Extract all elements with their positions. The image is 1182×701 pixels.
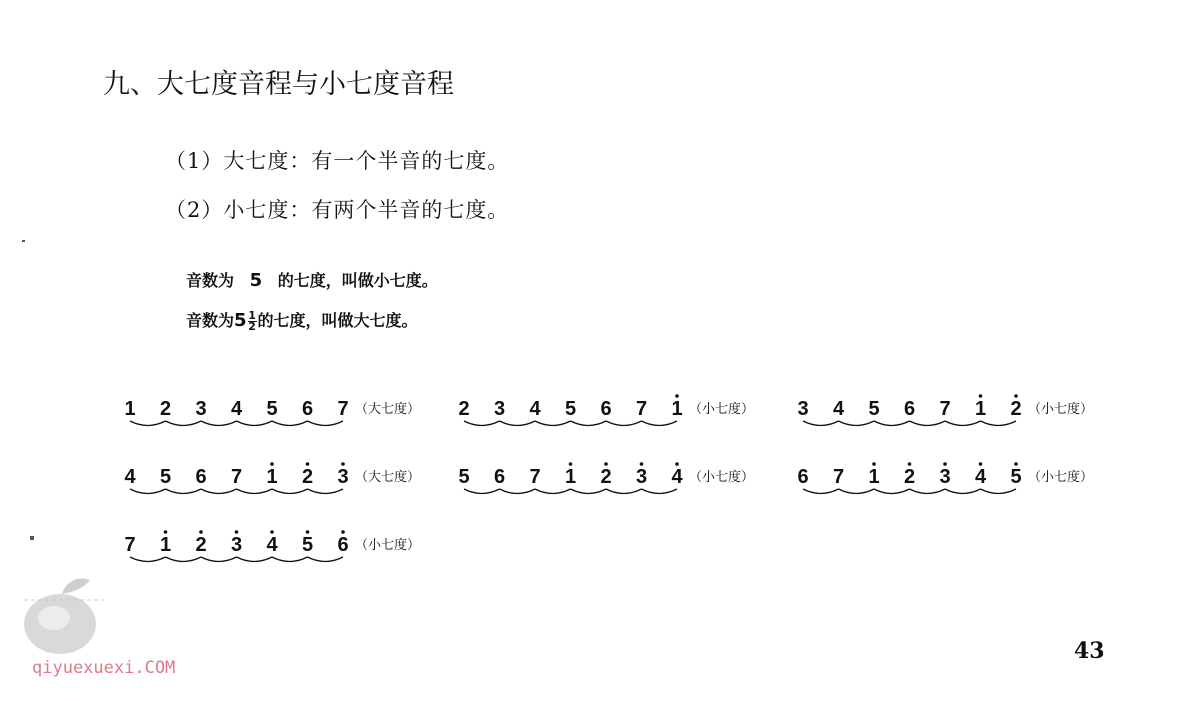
slur-arc (981, 421, 1017, 426)
slur-arc (166, 557, 202, 562)
octave-dot (1014, 462, 1018, 466)
note-minor-seventh (186, 268, 438, 291)
note-digit: 5 (868, 398, 880, 420)
note-digit: 7 (939, 398, 951, 420)
note-digit: 2 (458, 398, 470, 420)
slur-arc (606, 489, 642, 494)
sequence-svg (795, 453, 1128, 509)
interval-sequence (122, 385, 455, 445)
slur-arc (272, 421, 308, 426)
octave-dot (306, 530, 310, 534)
interval-label: （小七度） (689, 470, 755, 485)
octave-dot (569, 462, 573, 466)
note-digit: 3 (230, 534, 243, 556)
slur-arc (606, 421, 642, 426)
semitone-fraction (248, 311, 257, 332)
interval-sequence (456, 453, 789, 513)
note-digit: 1 (124, 398, 136, 420)
note-digit: 7 (124, 534, 136, 556)
note-digit: 1 (564, 466, 577, 488)
interval-label: （小七度） (1028, 470, 1094, 485)
note-major-seventh (186, 308, 418, 332)
slur-arc (535, 489, 571, 494)
note-digit: 2 (600, 466, 612, 488)
slur-arc (910, 489, 946, 494)
note-digit: 7 (529, 466, 541, 488)
slur-arc (272, 489, 308, 494)
interval-sequence (456, 385, 789, 445)
interval-sequence (795, 385, 1128, 445)
note-digit: 2 (159, 398, 172, 420)
note-digit: 2 (195, 534, 207, 556)
slur-arc (803, 421, 839, 426)
interval-sequence (795, 453, 1128, 513)
slur-arc (945, 421, 981, 426)
slur-arc (642, 489, 678, 494)
sequence-svg (456, 385, 789, 441)
sequence-svg (122, 453, 455, 509)
note-digit: 1 (974, 398, 987, 420)
octave-dot (270, 462, 274, 466)
sequence-svg (795, 385, 1128, 441)
interval-label: （小七度） (355, 538, 421, 553)
octave-dot (872, 462, 876, 466)
semitone-count: 5 (249, 270, 263, 291)
slur-arc (500, 421, 536, 426)
note-digit: 5 (458, 466, 470, 488)
fraction-denominator: 2 (248, 320, 256, 333)
note-digit: 4 (230, 398, 243, 420)
octave-dot (604, 462, 608, 466)
note-digit: 5 (301, 534, 314, 556)
slur-arc (130, 557, 166, 562)
slur-arc (874, 489, 910, 494)
note-digit: 4 (671, 466, 683, 488)
sequence-svg (456, 453, 789, 509)
definition-major-seventh: （1）大七度：有一个半音的七度。 (165, 149, 510, 173)
slur-arc (237, 557, 273, 562)
note-digit: 5 (1010, 466, 1022, 488)
note-digit: 1 (266, 466, 278, 488)
interval-label: （大七度） (355, 470, 421, 485)
note-digit: 6 (301, 398, 314, 420)
octave-dot (341, 462, 345, 466)
sequence-svg (122, 521, 455, 577)
slur-arc (201, 557, 237, 562)
slur-arc (201, 489, 237, 494)
slur-arc (571, 421, 607, 426)
slur-arc (981, 489, 1017, 494)
scan-speck (30, 536, 34, 540)
note-digit: 4 (529, 398, 541, 420)
slur-arc (839, 421, 875, 426)
interval-label: （小七度） (1028, 402, 1094, 417)
watermark-logo (14, 568, 114, 662)
note-digit: 6 (903, 398, 916, 420)
interval-label: （大七度） (355, 402, 421, 417)
interval-sequence (122, 453, 455, 513)
slur-arc (308, 489, 344, 494)
slur-arc (500, 489, 536, 494)
watermark-text: qiyuexuexi.COM (32, 658, 176, 678)
interval-label: （小七度） (689, 402, 755, 417)
note-digit: 7 (337, 398, 349, 420)
slur-arc (945, 489, 981, 494)
octave-dot (235, 530, 239, 534)
note-digit: 7 (832, 466, 845, 488)
sequence-svg (122, 385, 455, 441)
octave-dot (640, 462, 644, 466)
octave-dot (675, 394, 679, 398)
note-digit: 6 (797, 466, 809, 488)
slur-arc (571, 489, 607, 494)
note-digit: 4 (124, 466, 136, 488)
note-digit: 5 (266, 398, 278, 420)
note-digit: 7 (635, 398, 648, 420)
note-suffix: 的七度，叫做大七度。 (257, 311, 418, 330)
semitone-count-whole: 5 (234, 310, 247, 331)
slur-arc (464, 489, 500, 494)
slur-arc (874, 421, 910, 426)
note-digit: 3 (797, 398, 809, 420)
slur-arc (237, 421, 273, 426)
slur-arc (130, 489, 166, 494)
note-digit: 4 (266, 534, 278, 556)
slur-arc (803, 489, 839, 494)
octave-dot (306, 462, 310, 466)
slur-arc (237, 489, 273, 494)
slur-arc (308, 421, 344, 426)
octave-dot (675, 462, 679, 466)
octave-dot (164, 530, 168, 534)
note-digit: 2 (1010, 398, 1022, 420)
note-digit: 6 (600, 398, 612, 420)
slur-arc (272, 557, 308, 562)
note-digit: 5 (564, 398, 577, 420)
octave-dot (199, 530, 203, 534)
slur-arc (910, 421, 946, 426)
note-digit: 2 (301, 466, 314, 488)
slur-arc (166, 489, 202, 494)
note-digit: 5 (159, 466, 172, 488)
note-digit: 1 (868, 466, 880, 488)
slur-arc (166, 421, 202, 426)
note-digit: 6 (337, 534, 349, 556)
note-digit: 6 (195, 466, 207, 488)
note-suffix: 的七度，叫做小七度。 (277, 271, 438, 290)
page-number: 43 (1074, 638, 1105, 664)
slur-arc (308, 557, 344, 562)
slur-arc (839, 489, 875, 494)
fraction-numerator: 1 (248, 309, 256, 322)
octave-dot (979, 462, 983, 466)
octave-dot (341, 530, 345, 534)
octave-dot (979, 394, 983, 398)
slur-arc (464, 421, 500, 426)
note-digit: 1 (159, 534, 172, 556)
scan-speck (22, 240, 25, 242)
note-digit: 3 (635, 466, 648, 488)
definition-minor-seventh: （2）小七度：有两个半音的七度。 (165, 198, 510, 222)
octave-dot (1014, 394, 1018, 398)
octave-dot (943, 462, 947, 466)
section-heading: 九、大七度音程与小七度音程 (103, 69, 454, 100)
note-digit: 3 (939, 466, 951, 488)
octave-dot (908, 462, 912, 466)
slur-arc (130, 421, 166, 426)
note-digit: 2 (903, 466, 916, 488)
note-digit: 6 (493, 466, 506, 488)
interval-sequence (122, 521, 455, 581)
note-digit: 4 (832, 398, 845, 420)
slur-arc (535, 421, 571, 426)
slur-arc (642, 421, 678, 426)
slur-arc (201, 421, 237, 426)
note-digit: 3 (195, 398, 207, 420)
octave-dot (270, 530, 274, 534)
note-digit: 1 (671, 398, 683, 420)
note-digit: 3 (493, 398, 506, 420)
note-digit: 7 (230, 466, 243, 488)
note-digit: 3 (337, 466, 349, 488)
note-prefix: 音数为 (186, 271, 235, 290)
note-digit: 4 (974, 466, 987, 488)
note-prefix: 音数为 (186, 311, 235, 330)
